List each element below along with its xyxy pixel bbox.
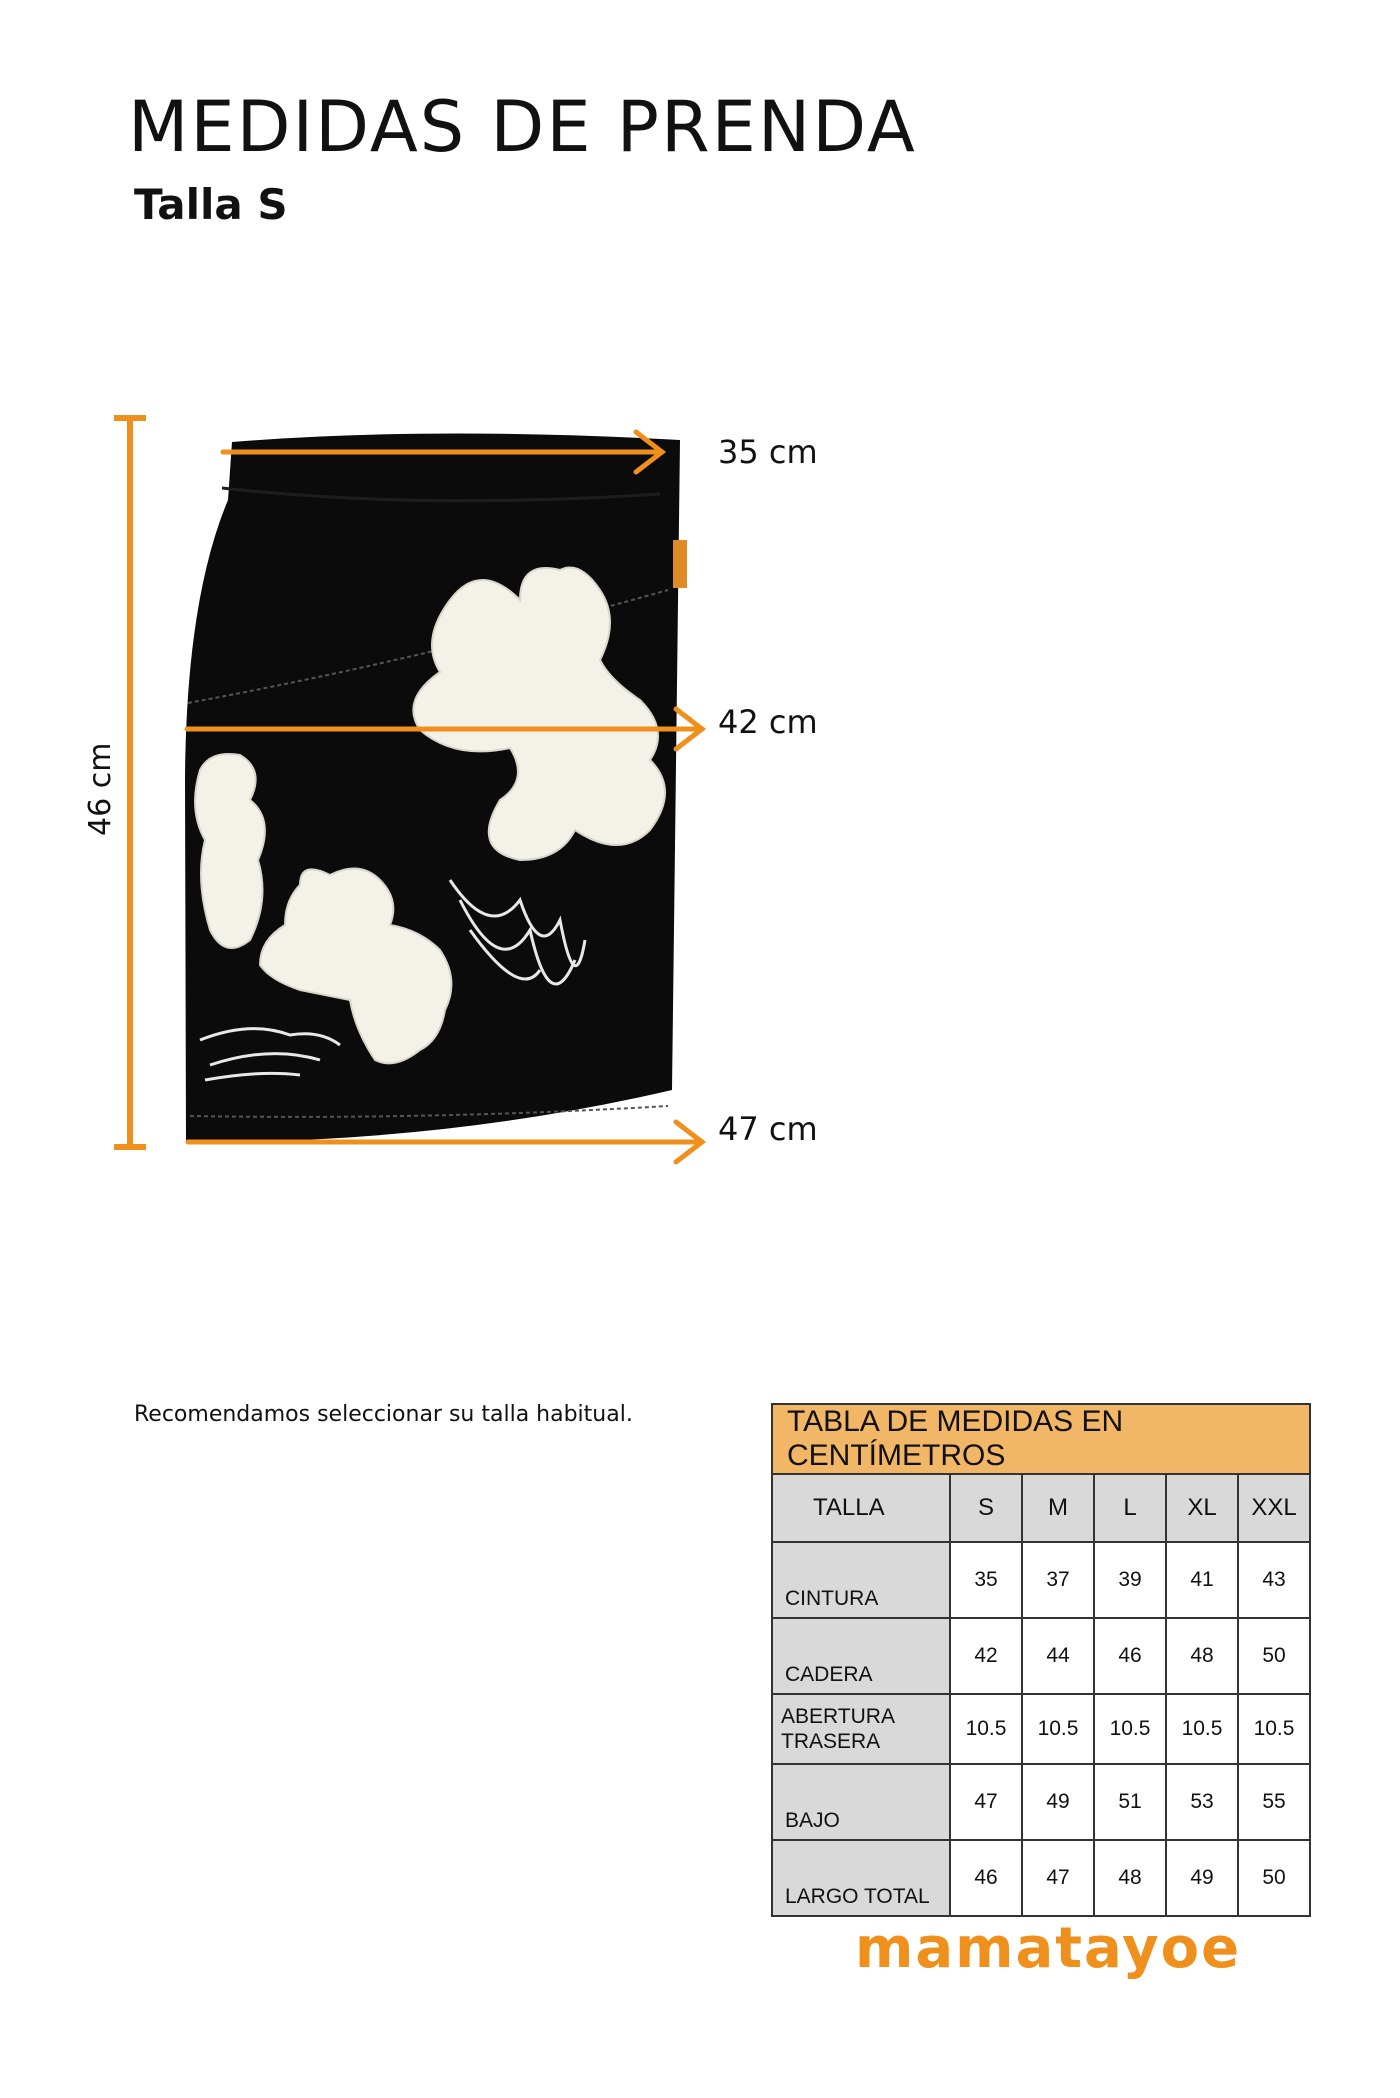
hip-measurement: 42 cm bbox=[718, 703, 818, 741]
size-header-talla: TALLA bbox=[772, 1474, 950, 1542]
skirt-tag bbox=[673, 540, 687, 588]
size-header: S bbox=[950, 1474, 1022, 1542]
table-cell: 43 bbox=[1238, 1542, 1310, 1618]
table-row bbox=[772, 1618, 1310, 1694]
table-row bbox=[772, 1840, 1310, 1916]
table-cell: 50 bbox=[1238, 1618, 1310, 1694]
table-cell: 46 bbox=[950, 1840, 1022, 1916]
svg-text:mamatayoe: mamatayoe bbox=[855, 1916, 1242, 1981]
table-cell: 10.5 bbox=[1238, 1694, 1310, 1764]
table-cell: 49 bbox=[1022, 1764, 1094, 1840]
table-cell: 48 bbox=[1166, 1618, 1238, 1694]
table-cell: 10.5 bbox=[1094, 1694, 1166, 1764]
size-table bbox=[771, 1403, 1311, 1917]
table-cell: 41 bbox=[1166, 1542, 1238, 1618]
table-row bbox=[772, 1694, 1310, 1764]
table-cell: 47 bbox=[1022, 1840, 1094, 1916]
table-cell: 55 bbox=[1238, 1764, 1310, 1840]
hem-measurement: 47 cm bbox=[718, 1110, 818, 1148]
size-subtitle: Talla S bbox=[134, 180, 288, 229]
row-label-cadera: CADERA bbox=[772, 1618, 950, 1694]
row-label-bajo: BAJO bbox=[772, 1764, 950, 1840]
brand-logo bbox=[855, 1915, 1295, 1985]
row-label-largo-total: LARGO TOTAL bbox=[772, 1840, 950, 1916]
size-header: XXL bbox=[1238, 1474, 1310, 1542]
length-arrow bbox=[114, 418, 146, 1147]
table-cell: 53 bbox=[1166, 1764, 1238, 1840]
row-label-cintura: CINTURA bbox=[772, 1542, 950, 1618]
table-cell: 49 bbox=[1166, 1840, 1238, 1916]
table-cell: 46 bbox=[1094, 1618, 1166, 1694]
size-header: XL bbox=[1166, 1474, 1238, 1542]
table-cell: 44 bbox=[1022, 1618, 1094, 1694]
size-recommendation: Recomendamos seleccionar su talla habitual. bbox=[134, 1402, 633, 1427]
table-cell: 42 bbox=[950, 1618, 1022, 1694]
page-title: MEDIDAS DE PRENDA bbox=[128, 86, 917, 168]
table-cell: 48 bbox=[1094, 1840, 1166, 1916]
size-header: M bbox=[1022, 1474, 1094, 1542]
table-cell: 10.5 bbox=[950, 1694, 1022, 1764]
table-cell: 10.5 bbox=[1166, 1694, 1238, 1764]
size-header: L bbox=[1094, 1474, 1166, 1542]
table-row bbox=[772, 1764, 1310, 1840]
row-label-abertura-trasera: ABERTURA TRASERA bbox=[772, 1694, 950, 1764]
size-table-title: TABLA DE MEDIDAS EN CENTÍMETROS bbox=[772, 1404, 1310, 1474]
table-cell: 10.5 bbox=[1022, 1694, 1094, 1764]
table-cell: 37 bbox=[1022, 1542, 1094, 1618]
table-cell: 39 bbox=[1094, 1542, 1166, 1618]
table-cell: 47 bbox=[950, 1764, 1022, 1840]
table-cell: 50 bbox=[1238, 1840, 1310, 1916]
table-cell: 51 bbox=[1094, 1764, 1166, 1840]
length-measurement: 46 cm bbox=[83, 742, 118, 836]
waist-measurement: 35 cm bbox=[718, 433, 818, 471]
table-row bbox=[772, 1542, 1310, 1618]
table-cell: 35 bbox=[950, 1542, 1022, 1618]
